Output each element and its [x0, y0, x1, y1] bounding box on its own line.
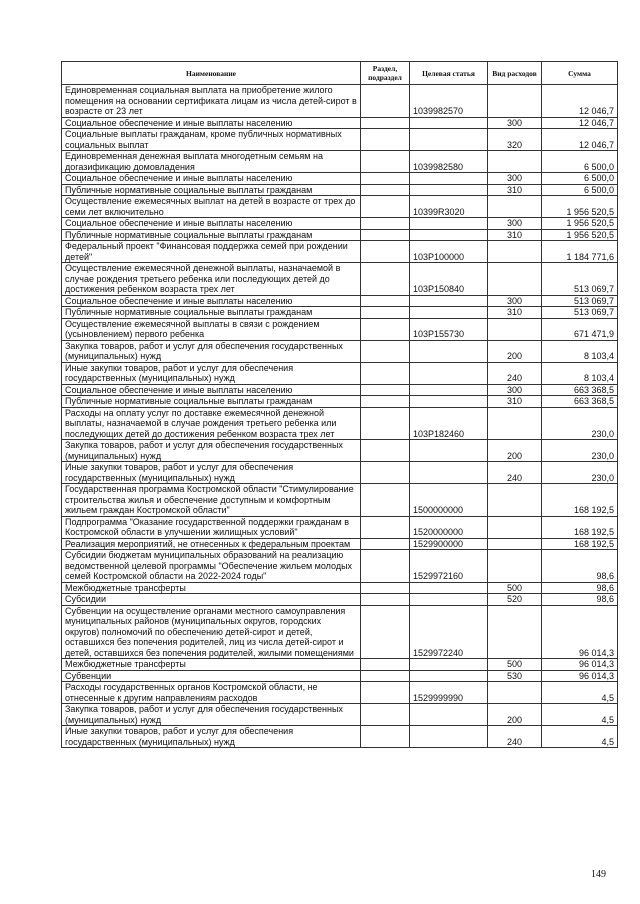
cell-vid	[488, 484, 542, 517]
cell-target: 103P155730	[410, 318, 488, 340]
cell-sum: 4,5	[542, 682, 618, 704]
cell-target: 1520000000	[410, 516, 488, 538]
cell-name: Социальное обеспечение и иные выплаты населению	[62, 218, 361, 230]
cell-name: Единовременная социальная выплата на приобретение жилого помещения на основании сертификата лицам из числа детей-сирот в возрасте от 23 лет	[62, 85, 361, 118]
cell-target	[410, 218, 488, 230]
cell-sum: 98,6	[542, 582, 618, 594]
table-row	[62, 307, 618, 319]
cell-section	[361, 407, 410, 440]
cell-section	[361, 151, 410, 173]
header-vid: Вид расходов	[488, 62, 542, 85]
table-row	[62, 659, 618, 671]
cell-target	[410, 384, 488, 396]
cell-vid	[488, 85, 542, 118]
cell-name: Реализация мероприятий, не отнесенных к федеральным проектам	[62, 538, 361, 550]
cell-section	[361, 184, 410, 196]
cell-section	[361, 484, 410, 517]
cell-vid: 310	[488, 229, 542, 241]
table-header-row	[62, 62, 618, 85]
cell-section	[361, 726, 410, 748]
cell-section	[361, 241, 410, 263]
page-number: 149	[591, 869, 606, 880]
cell-name: Субвенции на осуществление органами местного самоуправления муниципальных районов (муниципальных округов, городских округов) полномочий по обеспечению детей-сирот и детей, оставшихся без попечения родителей, лиц из числа детей-сирот и детей, оставшихся без попечения родителей, жилыми помещениями	[62, 605, 361, 659]
cell-section	[361, 704, 410, 726]
cell-sum: 1 956 520,5	[542, 218, 618, 230]
table-row	[62, 682, 618, 704]
cell-target	[410, 462, 488, 484]
cell-vid: 200	[488, 440, 542, 462]
table-row	[62, 229, 618, 241]
cell-section	[361, 550, 410, 583]
cell-vid: 310	[488, 396, 542, 408]
cell-name: Публичные нормативные социальные выплаты гражданам	[62, 229, 361, 241]
cell-name: Межбюджетные трансферты	[62, 582, 361, 594]
cell-vid: 240	[488, 726, 542, 748]
cell-name: Закупка товаров, работ и услуг для обеспечения государственных (муниципальных) нужд	[62, 704, 361, 726]
cell-section	[361, 384, 410, 396]
cell-name: Социальные выплаты гражданам, кроме публичных нормативных социальных выплат	[62, 129, 361, 151]
cell-vid: 300	[488, 295, 542, 307]
cell-vid	[488, 318, 542, 340]
cell-name: Подпрограмма "Оказание государственной поддержки гражданам в Костромской области в улучшении жилищных условий"	[62, 516, 361, 538]
cell-target	[410, 440, 488, 462]
cell-name: Субвенции	[62, 670, 361, 682]
cell-sum: 12 046,7	[542, 85, 618, 118]
cell-vid: 320	[488, 129, 542, 151]
table-row	[62, 407, 618, 440]
cell-target: 103P100000	[410, 241, 488, 263]
cell-sum: 168 192,5	[542, 538, 618, 550]
cell-target	[410, 129, 488, 151]
cell-sum: 513 069,7	[542, 263, 618, 296]
cell-name: Иные закупки товаров, работ и услуг для обеспечения государственных (муниципальных) нужд	[62, 726, 361, 748]
table-row	[62, 295, 618, 307]
cell-target: 1529900000	[410, 538, 488, 550]
cell-sum: 671 471,9	[542, 318, 618, 340]
cell-target	[410, 117, 488, 129]
cell-vid: 310	[488, 307, 542, 319]
cell-section	[361, 173, 410, 185]
cell-target	[410, 184, 488, 196]
cell-sum: 96 014,3	[542, 605, 618, 659]
cell-sum: 513 069,7	[542, 307, 618, 319]
table-row	[62, 594, 618, 606]
cell-section	[361, 516, 410, 538]
cell-vid	[488, 550, 542, 583]
cell-sum: 6 500,0	[542, 151, 618, 173]
cell-sum: 230,0	[542, 407, 618, 440]
cell-target: 103P182460	[410, 407, 488, 440]
cell-target	[410, 340, 488, 362]
table-row	[62, 263, 618, 296]
cell-sum: 4,5	[542, 726, 618, 748]
cell-target: 1529972160	[410, 550, 488, 583]
cell-vid: 310	[488, 184, 542, 196]
table-row	[62, 670, 618, 682]
cell-name: Публичные нормативные социальные выплаты гражданам	[62, 184, 361, 196]
table-row	[62, 241, 618, 263]
table-row	[62, 117, 618, 129]
cell-name: Единовременная денежная выплата многодетным семьям на догазификацию домовладения	[62, 151, 361, 173]
table-row	[62, 129, 618, 151]
cell-vid	[488, 538, 542, 550]
table-row	[62, 538, 618, 550]
cell-sum: 1 184 771,6	[542, 241, 618, 263]
cell-name: Публичные нормативные социальные выплаты гражданам	[62, 307, 361, 319]
cell-vid: 200	[488, 704, 542, 726]
cell-sum: 168 192,5	[542, 484, 618, 517]
cell-target	[410, 229, 488, 241]
cell-vid: 200	[488, 340, 542, 362]
cell-name: Осуществление ежемесячной выплаты в связи с рождением (усыновлением) первого ребенка	[62, 318, 361, 340]
table-row	[62, 704, 618, 726]
cell-name: Осуществление ежемесячной денежной выплаты, назначаемой в случае рождения третьего ребенка или последующих детей до достижения ребенком возраста трех лет	[62, 263, 361, 296]
cell-section	[361, 462, 410, 484]
cell-section	[361, 594, 410, 606]
cell-section	[361, 307, 410, 319]
cell-name: Межбюджетные трансферты	[62, 659, 361, 671]
cell-target	[410, 295, 488, 307]
cell-target: 1529972240	[410, 605, 488, 659]
cell-target: 1039982580	[410, 151, 488, 173]
cell-name: Закупка товаров, работ и услуг для обеспечения государственных (муниципальных) нужд	[62, 340, 361, 362]
cell-vid	[488, 407, 542, 440]
cell-name: Социальное обеспечение и иные выплаты населению	[62, 173, 361, 185]
cell-target	[410, 670, 488, 682]
cell-sum: 6 500,0	[542, 184, 618, 196]
header-sum: Сумма	[542, 62, 618, 85]
cell-section	[361, 196, 410, 218]
cell-section	[361, 396, 410, 408]
cell-target	[410, 659, 488, 671]
cell-sum: 96 014,3	[542, 670, 618, 682]
cell-vid: 520	[488, 594, 542, 606]
cell-name: Социальное обеспечение и иные выплаты населению	[62, 295, 361, 307]
cell-sum: 663 368,5	[542, 384, 618, 396]
cell-sum: 6 500,0	[542, 173, 618, 185]
budget-table	[61, 61, 618, 748]
cell-name: Расходы на оплату услуг по доставке ежемесячной денежной выплаты, назначаемой в случае рождения третьего ребенка или последующих детей до достижения ребенком возраста трех лет	[62, 407, 361, 440]
cell-section	[361, 440, 410, 462]
cell-target	[410, 726, 488, 748]
table-row	[62, 605, 618, 659]
cell-section	[361, 218, 410, 230]
table-row	[62, 318, 618, 340]
cell-sum: 8 103,4	[542, 362, 618, 384]
cell-target	[410, 396, 488, 408]
table-row	[62, 440, 618, 462]
cell-vid: 500	[488, 659, 542, 671]
table-row	[62, 362, 618, 384]
cell-sum: 4,5	[542, 704, 618, 726]
cell-sum: 1 956 520,5	[542, 229, 618, 241]
cell-name: Федеральный проект "Финансовая поддержка семей при рождении детей"	[62, 241, 361, 263]
cell-sum: 12 046,7	[542, 129, 618, 151]
table-row	[62, 196, 618, 218]
table-row	[62, 582, 618, 594]
cell-target: 1500000000	[410, 484, 488, 517]
cell-name: Государственная программа Костромской области "Стимулирование строительства жилья и обеспечение доступным и комфортным жильем граждан Костромской области"	[62, 484, 361, 517]
cell-section	[361, 582, 410, 594]
table-row	[62, 340, 618, 362]
cell-target	[410, 362, 488, 384]
cell-sum: 12 046,7	[542, 117, 618, 129]
cell-vid	[488, 682, 542, 704]
table-row	[62, 550, 618, 583]
cell-vid: 300	[488, 117, 542, 129]
table-row	[62, 462, 618, 484]
cell-name: Иные закупки товаров, работ и услуг для обеспечения государственных (муниципальных) нужд	[62, 462, 361, 484]
table-row	[62, 218, 618, 230]
header-target: Целевая статья	[410, 62, 488, 85]
cell-vid: 300	[488, 173, 542, 185]
cell-sum: 230,0	[542, 440, 618, 462]
cell-sum: 168 192,5	[542, 516, 618, 538]
cell-vid: 240	[488, 462, 542, 484]
table-row	[62, 726, 618, 748]
cell-section	[361, 263, 410, 296]
cell-section	[361, 659, 410, 671]
cell-vid: 240	[488, 362, 542, 384]
cell-name: Иные закупки товаров, работ и услуг для обеспечения государственных (муниципальных) нужд	[62, 362, 361, 384]
cell-section	[361, 670, 410, 682]
cell-vid	[488, 196, 542, 218]
cell-name: Закупка товаров, работ и услуг для обеспечения государственных (муниципальных) нужд	[62, 440, 361, 462]
cell-section	[361, 340, 410, 362]
table-row	[62, 396, 618, 408]
table-row	[62, 85, 618, 118]
cell-vid: 300	[488, 384, 542, 396]
cell-target	[410, 582, 488, 594]
cell-target: 10399R3020	[410, 196, 488, 218]
cell-section	[361, 682, 410, 704]
cell-vid: 530	[488, 670, 542, 682]
cell-sum: 98,6	[542, 594, 618, 606]
cell-sum: 1 956 520,5	[542, 196, 618, 218]
cell-section	[361, 318, 410, 340]
table-row	[62, 151, 618, 173]
cell-section	[361, 229, 410, 241]
cell-name: Осуществление ежемесячных выплат на детей в возрасте от трех до семи лет включительно	[62, 196, 361, 218]
cell-sum: 230,0	[542, 462, 618, 484]
table-row	[62, 384, 618, 396]
cell-vid	[488, 151, 542, 173]
cell-vid	[488, 263, 542, 296]
cell-section	[361, 605, 410, 659]
table-row	[62, 516, 618, 538]
cell-vid	[488, 241, 542, 263]
cell-sum: 663 368,5	[542, 396, 618, 408]
cell-sum: 8 103,4	[542, 340, 618, 362]
cell-sum: 96 014,3	[542, 659, 618, 671]
cell-target	[410, 704, 488, 726]
cell-section	[361, 538, 410, 550]
cell-vid: 300	[488, 218, 542, 230]
cell-name: Субсидии	[62, 594, 361, 606]
cell-section	[361, 85, 410, 118]
table-row	[62, 184, 618, 196]
cell-target: 103P150840	[410, 263, 488, 296]
header-section: Раздел, подраздел	[361, 62, 410, 85]
cell-sum: 513 069,7	[542, 295, 618, 307]
cell-vid	[488, 605, 542, 659]
cell-name: Субсидии бюджетам муниципальных образований на реализацию ведомственной целевой программы "Обеспечение жильем молодых семей Костромской области на 2022-2024 годы"	[62, 550, 361, 583]
cell-section	[361, 117, 410, 129]
cell-vid: 500	[488, 582, 542, 594]
cell-name: Публичные нормативные социальные выплаты гражданам	[62, 396, 361, 408]
cell-name: Социальное обеспечение и иные выплаты населению	[62, 117, 361, 129]
cell-name: Социальное обеспечение и иные выплаты населению	[62, 384, 361, 396]
cell-section	[361, 362, 410, 384]
cell-target: 1039982570	[410, 85, 488, 118]
cell-target	[410, 594, 488, 606]
table-row	[62, 173, 618, 185]
cell-section	[361, 129, 410, 151]
cell-target	[410, 173, 488, 185]
table-row	[62, 484, 618, 517]
cell-section	[361, 295, 410, 307]
cell-target	[410, 307, 488, 319]
cell-vid	[488, 516, 542, 538]
cell-target: 1529999990	[410, 682, 488, 704]
cell-sum: 98,6	[542, 550, 618, 583]
cell-name: Расходы государственных органов Костромской области, не отнесенные к другим направлениям расходов	[62, 682, 361, 704]
header-name: Наименование	[62, 62, 361, 85]
